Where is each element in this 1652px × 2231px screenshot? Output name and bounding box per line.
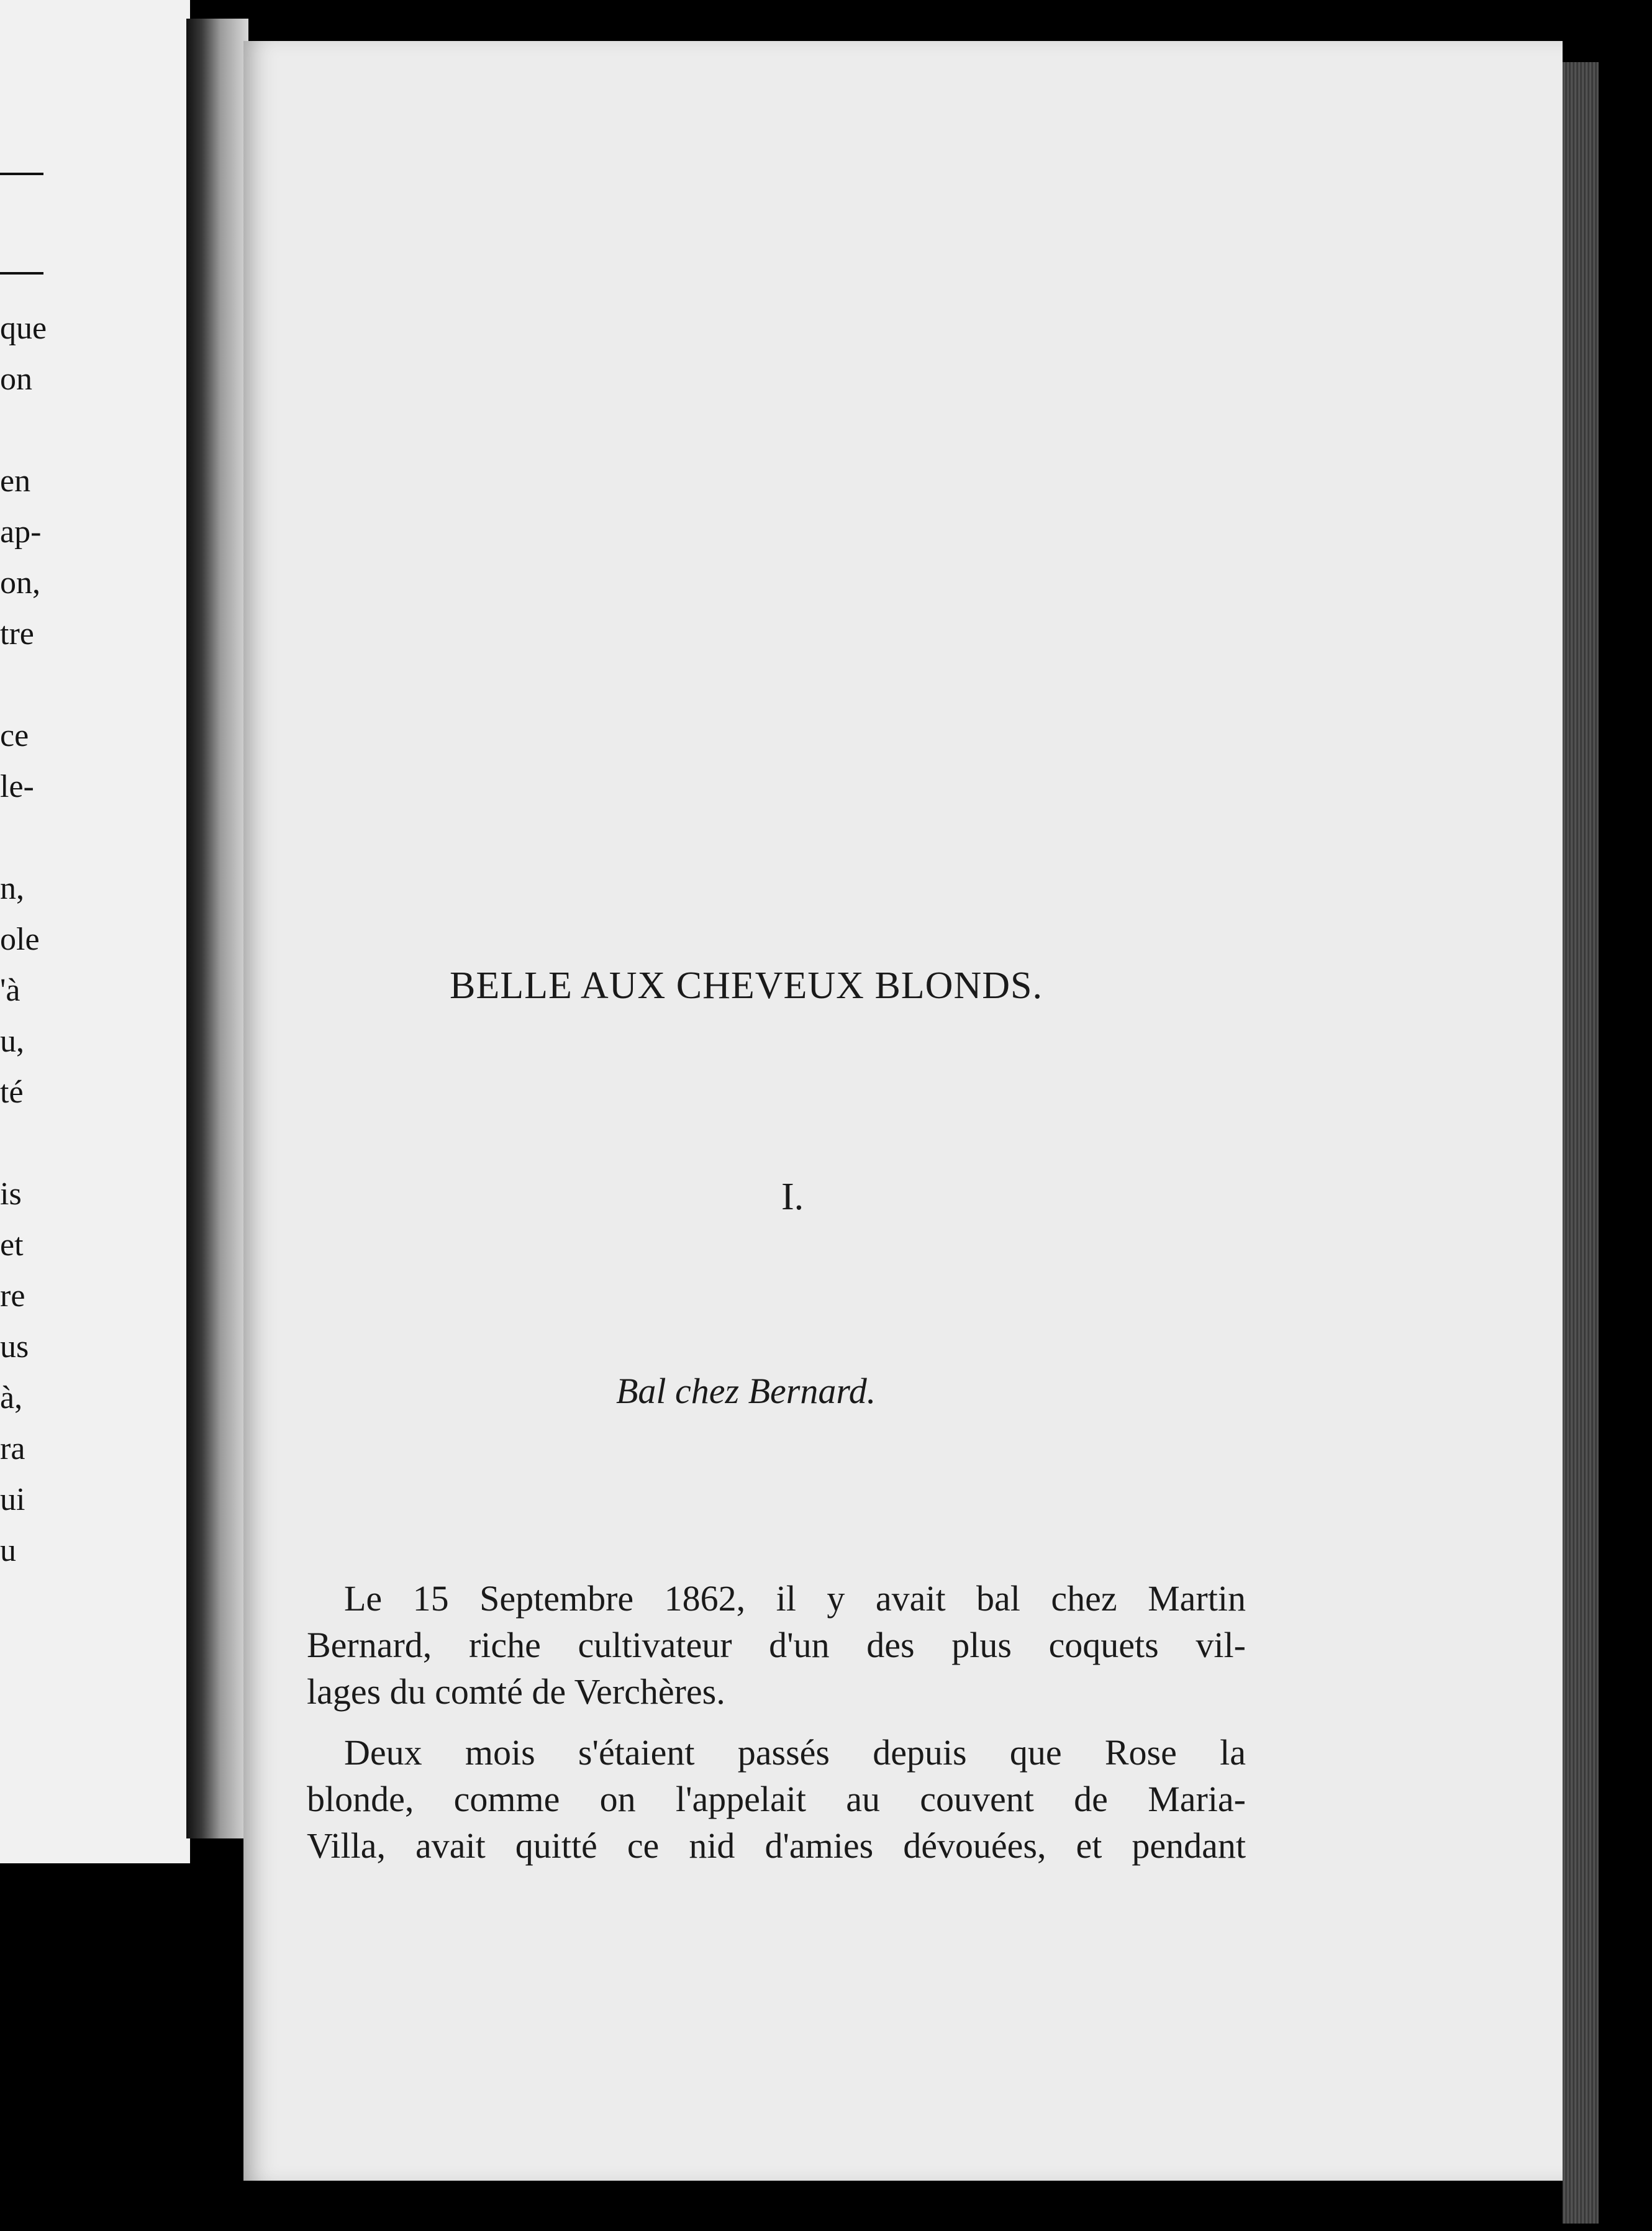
facing-page-line: ui	[0, 1482, 25, 1517]
word: 1862,	[664, 1578, 746, 1619]
facing-page-line: 'à	[0, 973, 20, 1008]
page-title: BELLE AUX CHEVEUX BLONDS.	[450, 965, 1043, 1007]
facing-page-line: u,	[0, 1024, 24, 1059]
word: lages du comté de Verchères.	[307, 1671, 725, 1712]
word: on	[599, 1779, 636, 1819]
word: quitté	[515, 1825, 597, 1866]
word: riche	[468, 1625, 541, 1665]
facing-page-text	[0, 303, 75, 1576]
paragraph	[307, 1575, 1246, 1715]
word: au	[846, 1779, 881, 1819]
word: Deux	[344, 1732, 422, 1773]
text-line	[307, 1668, 1246, 1715]
facing-page-line	[0, 660, 75, 711]
rule-bottom	[0, 272, 43, 275]
text-line	[307, 1622, 1246, 1668]
text-line	[307, 1776, 1246, 1822]
facing-page-line: que	[0, 311, 47, 346]
text-line	[307, 1729, 1246, 1776]
word: de	[1074, 1779, 1108, 1819]
word: Bernard,	[307, 1625, 432, 1665]
word: bal	[976, 1578, 1020, 1619]
word: que	[1009, 1732, 1062, 1773]
facing-page-line: à,	[0, 1380, 23, 1415]
word: couvent	[920, 1779, 1034, 1819]
facing-page-line: ce	[0, 718, 29, 753]
chapter-title: Bal chez Bernard.	[616, 1371, 876, 1411]
word: Septembre	[479, 1578, 634, 1619]
word: avait	[875, 1578, 946, 1619]
paragraph	[307, 1729, 1246, 1869]
word: coquets	[1048, 1625, 1159, 1665]
text-line	[307, 1575, 1246, 1622]
word: dévouées,	[903, 1825, 1046, 1866]
facing-page-line: is	[0, 1176, 22, 1212]
facing-page-line: ap-	[0, 514, 42, 550]
chapter-number: I.	[781, 1176, 804, 1218]
facing-page-line	[0, 405, 75, 456]
word: nid	[689, 1825, 735, 1866]
facing-page-line: ra	[0, 1431, 25, 1466]
word: la	[1220, 1732, 1246, 1773]
facing-page-line: ole	[0, 922, 40, 957]
word: Maria-	[1148, 1779, 1246, 1819]
word: et	[1076, 1825, 1102, 1866]
word: Villa,	[307, 1825, 386, 1866]
text-line	[307, 1822, 1246, 1869]
body-text	[307, 1575, 1246, 1869]
facing-page-line: re	[0, 1278, 25, 1314]
rule-top	[0, 173, 43, 175]
word: depuis	[873, 1732, 967, 1773]
facing-page-line: té	[0, 1075, 24, 1110]
word: vil-	[1196, 1625, 1246, 1665]
word: mois	[465, 1732, 535, 1773]
word: Le	[344, 1578, 383, 1619]
facing-page-line	[0, 1118, 75, 1169]
word: passés	[737, 1732, 830, 1773]
word: des	[866, 1625, 915, 1665]
facing-page-line: on	[0, 361, 32, 397]
facing-page-line: en	[0, 463, 31, 499]
word: cultivateur	[578, 1625, 732, 1665]
word: 15	[412, 1578, 449, 1619]
word: ce	[627, 1825, 660, 1866]
word: comme	[453, 1779, 560, 1819]
facing-page-line: et	[0, 1227, 24, 1263]
facing-page-line: u	[0, 1533, 16, 1568]
word: chez	[1051, 1578, 1117, 1619]
word: Martin	[1148, 1578, 1246, 1619]
word: y	[827, 1578, 845, 1619]
facing-page-line: on,	[0, 565, 40, 601]
facing-page	[0, 0, 190, 1863]
word: blonde,	[307, 1779, 414, 1819]
word: d'amies	[765, 1825, 874, 1866]
facing-page-line: n,	[0, 871, 24, 906]
facing-page-line: le-	[0, 769, 34, 804]
word: pendant	[1132, 1825, 1246, 1866]
word: l'appelait	[675, 1779, 807, 1819]
word: il	[776, 1578, 796, 1619]
word: s'étaient	[578, 1732, 695, 1773]
facing-page-line: tre	[0, 616, 34, 652]
word: avait	[415, 1825, 486, 1866]
word: d'un	[769, 1625, 830, 1665]
facing-page-line: us	[0, 1329, 29, 1365]
page-edge	[1563, 62, 1599, 2224]
facing-page-line	[0, 812, 75, 863]
word: Rose	[1104, 1732, 1177, 1773]
word: plus	[951, 1625, 1012, 1665]
book-gutter	[186, 19, 248, 1838]
